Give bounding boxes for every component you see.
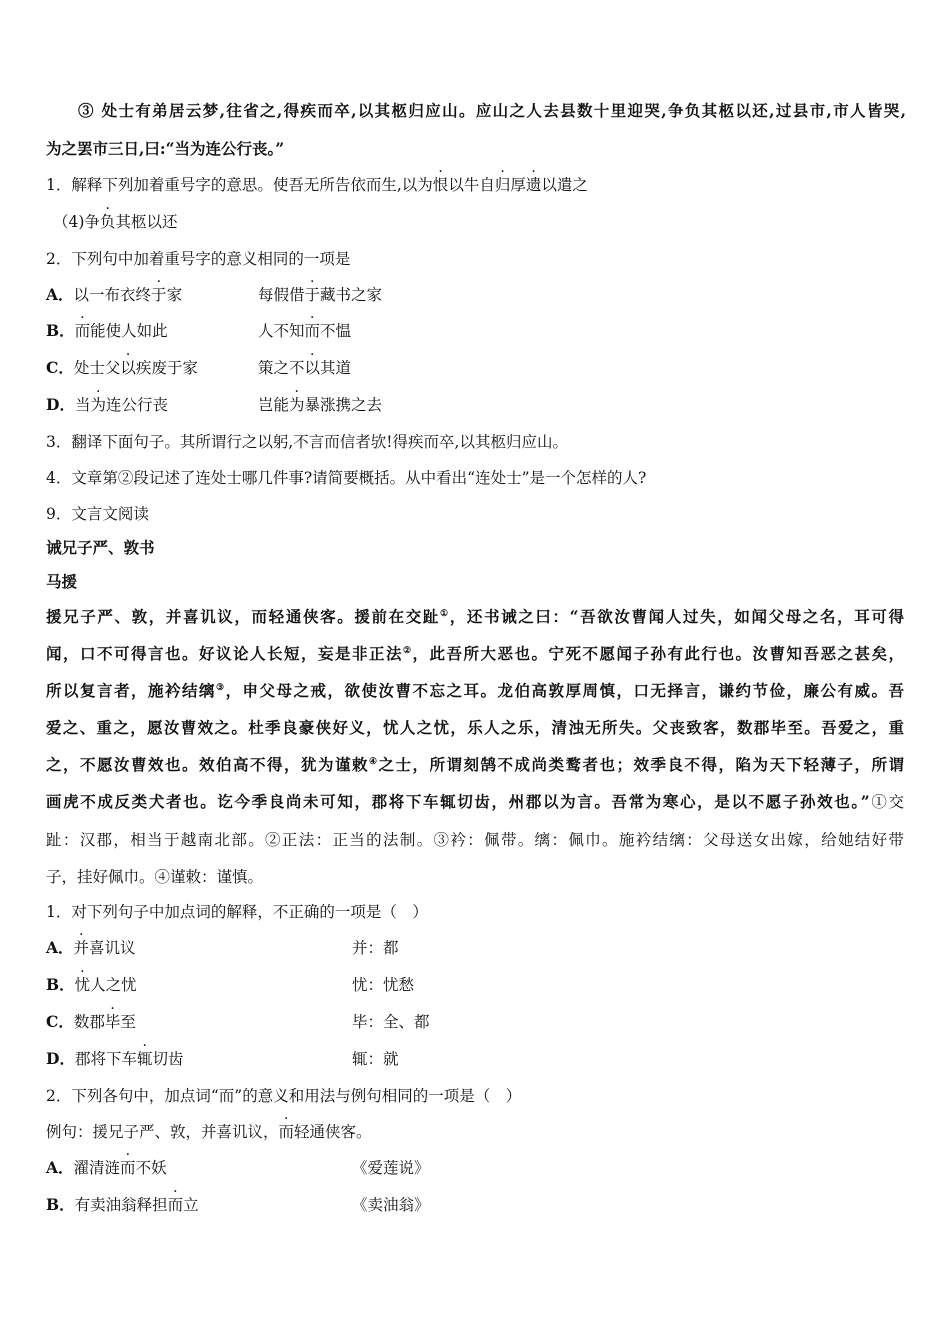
section-9-heading: 9．文言文阅读: [46, 505, 149, 523]
emphasis-char: 为: [289, 396, 305, 414]
s9-question-1-option-c-answer: 毕：全、都: [352, 1013, 430, 1031]
paragraph-3-line-1: ③ 处士有弟居云梦,往省之,得疾而卒,以其柩归应山。应山之人去县数十里迎哭,争负其柩以还,过县市,市人皆哭,: [78, 101, 906, 120]
s9-question-2-example: 例句：援兄子严、敦，并喜讥议，而轻通侠客。: [46, 1123, 372, 1141]
emphasis-char: 而: [120, 1159, 136, 1177]
s9-question-2-option-a-source: 《爱莲说》: [352, 1159, 430, 1177]
s9-question-1-option-b: B．忧人之忧: [46, 975, 137, 994]
question-2-stem: 2．下列句中加着重号字的意义相同的一项是: [46, 250, 351, 268]
emphasis-char: 遗: [525, 176, 542, 194]
s9-question-2-option-b-source: 《卖油翁》: [352, 1196, 430, 1214]
emphasis-char: 为: [90, 396, 106, 414]
passage-line: 援兄子严、敦，并喜讥议，而轻通侠客。援前在交趾①，还书诫之曰：“吾欲汝曹闻人过失，如闻父母之名，耳可得: [46, 607, 904, 626]
question-2-option-a-right: 每假借于藏书之家: [258, 286, 383, 304]
passage-line: 画虎不成反类犬者也。讫今季良尚未可知，郡将下车辄切齿，州郡以为言。吾常为寒心，是以不愿子孙效也。”①交: [46, 792, 904, 811]
question-2-option-c: C．处士父以疾废于家: [46, 358, 198, 377]
question-2-option-b: B．而能使人如此: [46, 321, 168, 340]
emphasis-char: 并: [73, 939, 90, 957]
question-2-option-a: A．以一布衣终于家: [46, 285, 183, 304]
footnote-line: 子，挂好佩巾。④谨敕：谨慎。: [46, 868, 264, 886]
emphasis-char: 负: [99, 213, 116, 231]
s9-question-2-option-a: A．濯清涟而不妖: [46, 1158, 167, 1177]
question-2-option-d-right: 岂能为暴涨携之去: [258, 396, 383, 414]
passage-title: 诫兄子严、敦书: [46, 538, 155, 557]
emphasis-char: 而: [74, 322, 91, 340]
s9-question-1-option-a-answer: 并：都: [352, 939, 399, 957]
emphasis-char: 于: [304, 286, 321, 304]
passage-author: 马援: [46, 572, 78, 591]
paragraph-3-line-2: 为之罢市三日,曰:“当为连公行丧。”: [46, 139, 285, 158]
emphasis-char: 以: [304, 359, 321, 377]
question-2-option-d: D．当为连公行丧: [46, 395, 168, 414]
emphasis-char: 毕: [104, 1013, 121, 1031]
s9-question-2-stem: 2．下列各句中，加点词“而”的意义和用法与例句相同的一项是（ ）: [46, 1087, 522, 1105]
passage-line: 所以复言者，施衿结缡③，申父母之戒，欲使汝曹不忘之耳。龙伯高敦厚周慎，口无择言，谦约节俭，廉公有威。吾: [46, 681, 904, 700]
emphasis-char: 而: [278, 1123, 295, 1141]
passage-line: 爱之、重之，愿汝曹效之。杜季良豪侠好义，忧人之忧，乐人之乐，清浊无所失。父丧致客，数郡毕至。吾爱之，重: [46, 718, 904, 737]
emphasis-char: 归: [494, 176, 511, 194]
emphasis-char: 辄: [136, 1050, 153, 1068]
question-3: 3．翻译下面句子。其所谓行之以躬,不言而信者欤!得疾而卒,以其柩归应山。: [46, 433, 568, 451]
s9-question-1-option-b-answer: 忧：忧愁: [352, 976, 415, 994]
passage-line: 之，不愿汝曹效也。效伯高不得，犹为谨敕④之士，所谓刻鹄不成尚类鹜者也；效季良不得，陷为天下轻薄子，所谓: [46, 755, 904, 774]
question-2-option-c-right: 策之不以其道: [258, 359, 352, 377]
s9-question-1-option-a: A．并喜讥议: [46, 938, 136, 957]
s9-question-1-option-c: C．数郡毕至: [46, 1012, 136, 1031]
s9-question-1-stem: 1．对下列句子中加点词的解释，不正确的一项是（ ）: [46, 903, 428, 921]
emphasis-char: 忧: [74, 976, 91, 994]
question-4: 4．文章第②段记述了连处士哪几件事?请简要概括。从中看出“连处士”是一个怎样的人?: [46, 469, 647, 487]
emphasis-char: 恨: [432, 176, 449, 194]
s9-question-1-option-d-answer: 辄：就: [352, 1050, 399, 1068]
question-1: 1．解释下列加着重号字的意思。使吾无所告依而生,以为恨以牛自归厚遗以遣之: [46, 176, 588, 194]
footnote-line: 趾：汉郡，相当于越南北部。②正法：正当的法制。③衿：佩带。缡：佩巾。施衿结缡：父母送女出嫁，给她结好带: [46, 831, 904, 849]
s9-question-1-option-d: D．郡将下车辄切齿: [46, 1049, 184, 1068]
emphasis-char: 而: [304, 322, 321, 340]
emphasis-char: 以: [120, 359, 136, 377]
passage-line: 闻，口不可得言也。好议论人长短，妄是非正法②，此吾所大恶也。宁死不愿闻子孙有此行也。汝曹知吾恶之甚矣，: [46, 644, 904, 663]
emphasis-char: 于: [151, 286, 167, 304]
question-2-option-b-right: 人不知而不愠: [258, 322, 352, 340]
question-1-item-4: （4)争负其柩以还: [53, 213, 178, 231]
s9-question-2-option-b: B．有卖油翁释担而立: [46, 1195, 199, 1214]
emphasis-char: 而: [167, 1196, 184, 1214]
